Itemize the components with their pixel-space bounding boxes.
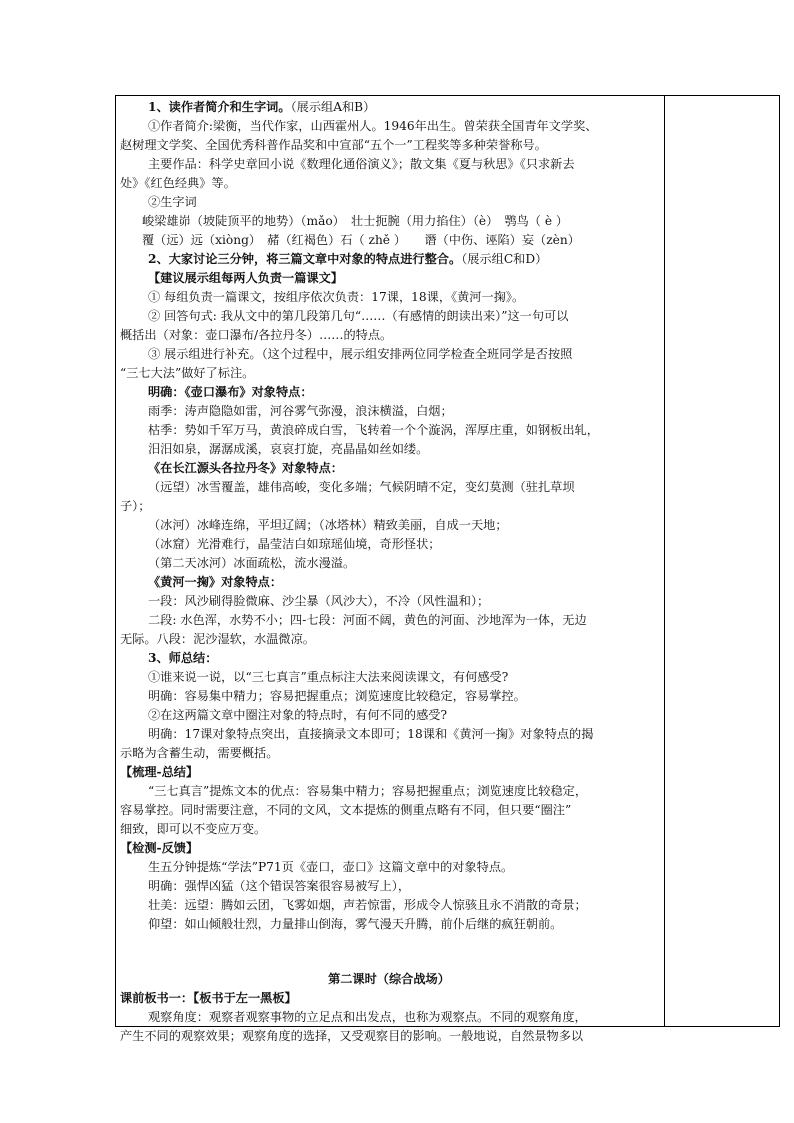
- text-line: ①作者简介:梁衡，当代作家，山西霍州人。1946年出生。曾荣获全国青年文学奖、: [148, 119, 598, 133]
- text-line: 赵树理文学奖、全国优秀科普作品奖和中宣部“五个一”工程奖等多种荣誉称号。: [120, 138, 547, 152]
- text-line: [120, 989, 658, 1008]
- heading: 2、大家讨论三分钟，将三篇文章中对象的特点进行整合。: [148, 252, 462, 266]
- text-line: 汨汨如泉，潺潺成溪，哀哀打旋，亮晶晶如丝如缕。: [148, 442, 429, 456]
- text-line: 主要作品：科学史章回小说《数理化通俗演义》；散文集《夏与秋思》《只求新去: [148, 157, 575, 171]
- text-line: （冰河）冰峰连绵，平坦辽阔；（冰塔林）精致美丽，自成一天地；: [148, 518, 508, 532]
- text-line: “三七大法”做好了标注。: [120, 366, 255, 380]
- text-line: （远望）冰雪覆盖，雄伟高峻，变化多端；气候阴晴不定，变幻莫测（驻扎草坝: [148, 480, 575, 494]
- text-line: 明确：容易集中精力；容易把握重点；浏览速度比较稳定，容易掌控。: [148, 689, 526, 703]
- text-line: 【建议展示组每两人负责一篇课文】: [148, 271, 343, 285]
- text-line: 仰望：如山倾般壮烈，力量排山倒海，雾气漫天升腾，前仆后继的疯狂朝前。: [148, 917, 563, 931]
- text-line: 无际。八段：泥沙湿软，水温微凉。: [120, 632, 315, 646]
- lesson-two-title: 第二课时（综合战场）: [328, 972, 450, 986]
- text-line: 产生不同的观察效果；观察角度的选择，又受观察目的影响。一般地说，自然景物多以: [120, 1029, 584, 1043]
- text: （展示组A和B）: [290, 100, 376, 114]
- board-label: 课前板书一：: [120, 991, 194, 1005]
- text-line: [120, 98, 658, 117]
- text-line: ③ 展示组进行补充。（这个过程中，展示组安排两位同学检查全班同学是否按照: [148, 347, 573, 361]
- text-line: 壮美：远望：腾如云团，飞雾如烟，声若惊雷，形成令人惊骇且永不消散的奇景；: [148, 898, 587, 912]
- text-line: ② 回答句式: 我从文中的第几段第几句“……（有感情的朗读出来）”这一句可以: [148, 309, 569, 323]
- vocab-line: 覆（远）远（xiòng） 赭（红褐色）石（ zhě ） 谮（中伤、诬陷）妄（zèn）: [142, 233, 580, 247]
- text-line: 概括出（对象：壶口瀑布/各拉丹冬）……的特点。: [120, 328, 393, 342]
- text-line: “三七真言”提炼文本的优点：容易集中精力；容易把握重点；浏览速度比较稳定，: [148, 784, 588, 798]
- text-line: ②在这两篇文章中圈注对象的特点时，有何不同的感受?: [148, 708, 448, 722]
- subheading: 明确：《壶口瀑布》对象特点：: [148, 385, 313, 399]
- text-line: ②生字词: [148, 195, 197, 209]
- vocab-line: 峻梁雄峁（坡陡顶平的地势）（mǎo） 壮士扼腕（用力掐住）（è） 鹗鸟（ è ）: [142, 214, 569, 228]
- text-line: 明确：17课对象特点突出，直接摘录文本即可；18课和《黄河一掬》对象特点的揭: [148, 727, 594, 741]
- heading: 1、读作者简介和生字词。: [148, 100, 291, 114]
- text-line: 明确：强悍凶猛（这个错误答案很容易被写上），: [148, 879, 411, 893]
- lesson-table: [115, 95, 780, 1043]
- board-note: 【板书于左一黑板】: [193, 991, 297, 1005]
- heading: 3、师总结：: [148, 651, 218, 665]
- subheading: 《黄河一掬》对象特点：: [148, 575, 283, 589]
- text-line: ① 每组负责一篇课文，按组序依次负责：17课，18课，《黄河一掬》。: [148, 290, 525, 304]
- text-line: 观察角度：观察者观察事物的立足点和出发点，也称为观察点。不同的观察角度，: [148, 1010, 587, 1024]
- text-line: [120, 250, 658, 269]
- text-line: 容易掌控。同时需要注意，不同的文风，文本提炼的侧重点略有不同，但只要“圈注”: [120, 803, 572, 817]
- text-line: 生五分钟提炼“学法”P71页《壶口，壶口》这篇文章中的对象特点。: [148, 860, 514, 874]
- text-line: 处》《红色经典》等。: [120, 176, 236, 190]
- text-line: 细致，即可以不变应万变。: [120, 822, 267, 836]
- text-line: 示略为含蓄生动，需要概括。: [120, 746, 279, 760]
- text-line: 枯季：势如千军万马，黄浪碎成白雪，飞转着一个个漩涡，浑厚庄重，如钢板出轧，: [148, 423, 599, 437]
- text-line: （第二天冰河）冰面疏松，流水漫溢。: [148, 556, 356, 570]
- text-line: （冰窟）光滑难行，晶莹洁白如琼瑶仙境，奇形怪状；: [148, 537, 441, 551]
- notes-column: [665, 96, 780, 1026]
- text-line: ①谁来说一说，以“三七真言”重点标注大法来阅读课文，有何感受?: [148, 670, 509, 684]
- text-line: 二段: 水色浑，水势不小；四-七段：河面不阔，黄色的河面、沙地浑为一体，无边: [148, 613, 587, 627]
- text-line: 雨季：涛声隐隐如雷，河谷雾气弥漫，浪沫横溢，白烟；: [148, 404, 453, 418]
- lesson-cell: [120, 98, 658, 1046]
- text: （展示组C和D）: [461, 252, 548, 266]
- text-line: 一段：风沙刷得脸微麻、沙尘暴（风沙大），不冷（风性温和）；: [148, 594, 490, 608]
- subheading: 《在长江源头各拉丹冬》对象特点：: [148, 461, 343, 475]
- text-line: 子）；: [120, 499, 151, 513]
- section-heading: 【梳理-总结】: [120, 765, 199, 779]
- section-heading: 【检测-反馈】: [120, 841, 199, 855]
